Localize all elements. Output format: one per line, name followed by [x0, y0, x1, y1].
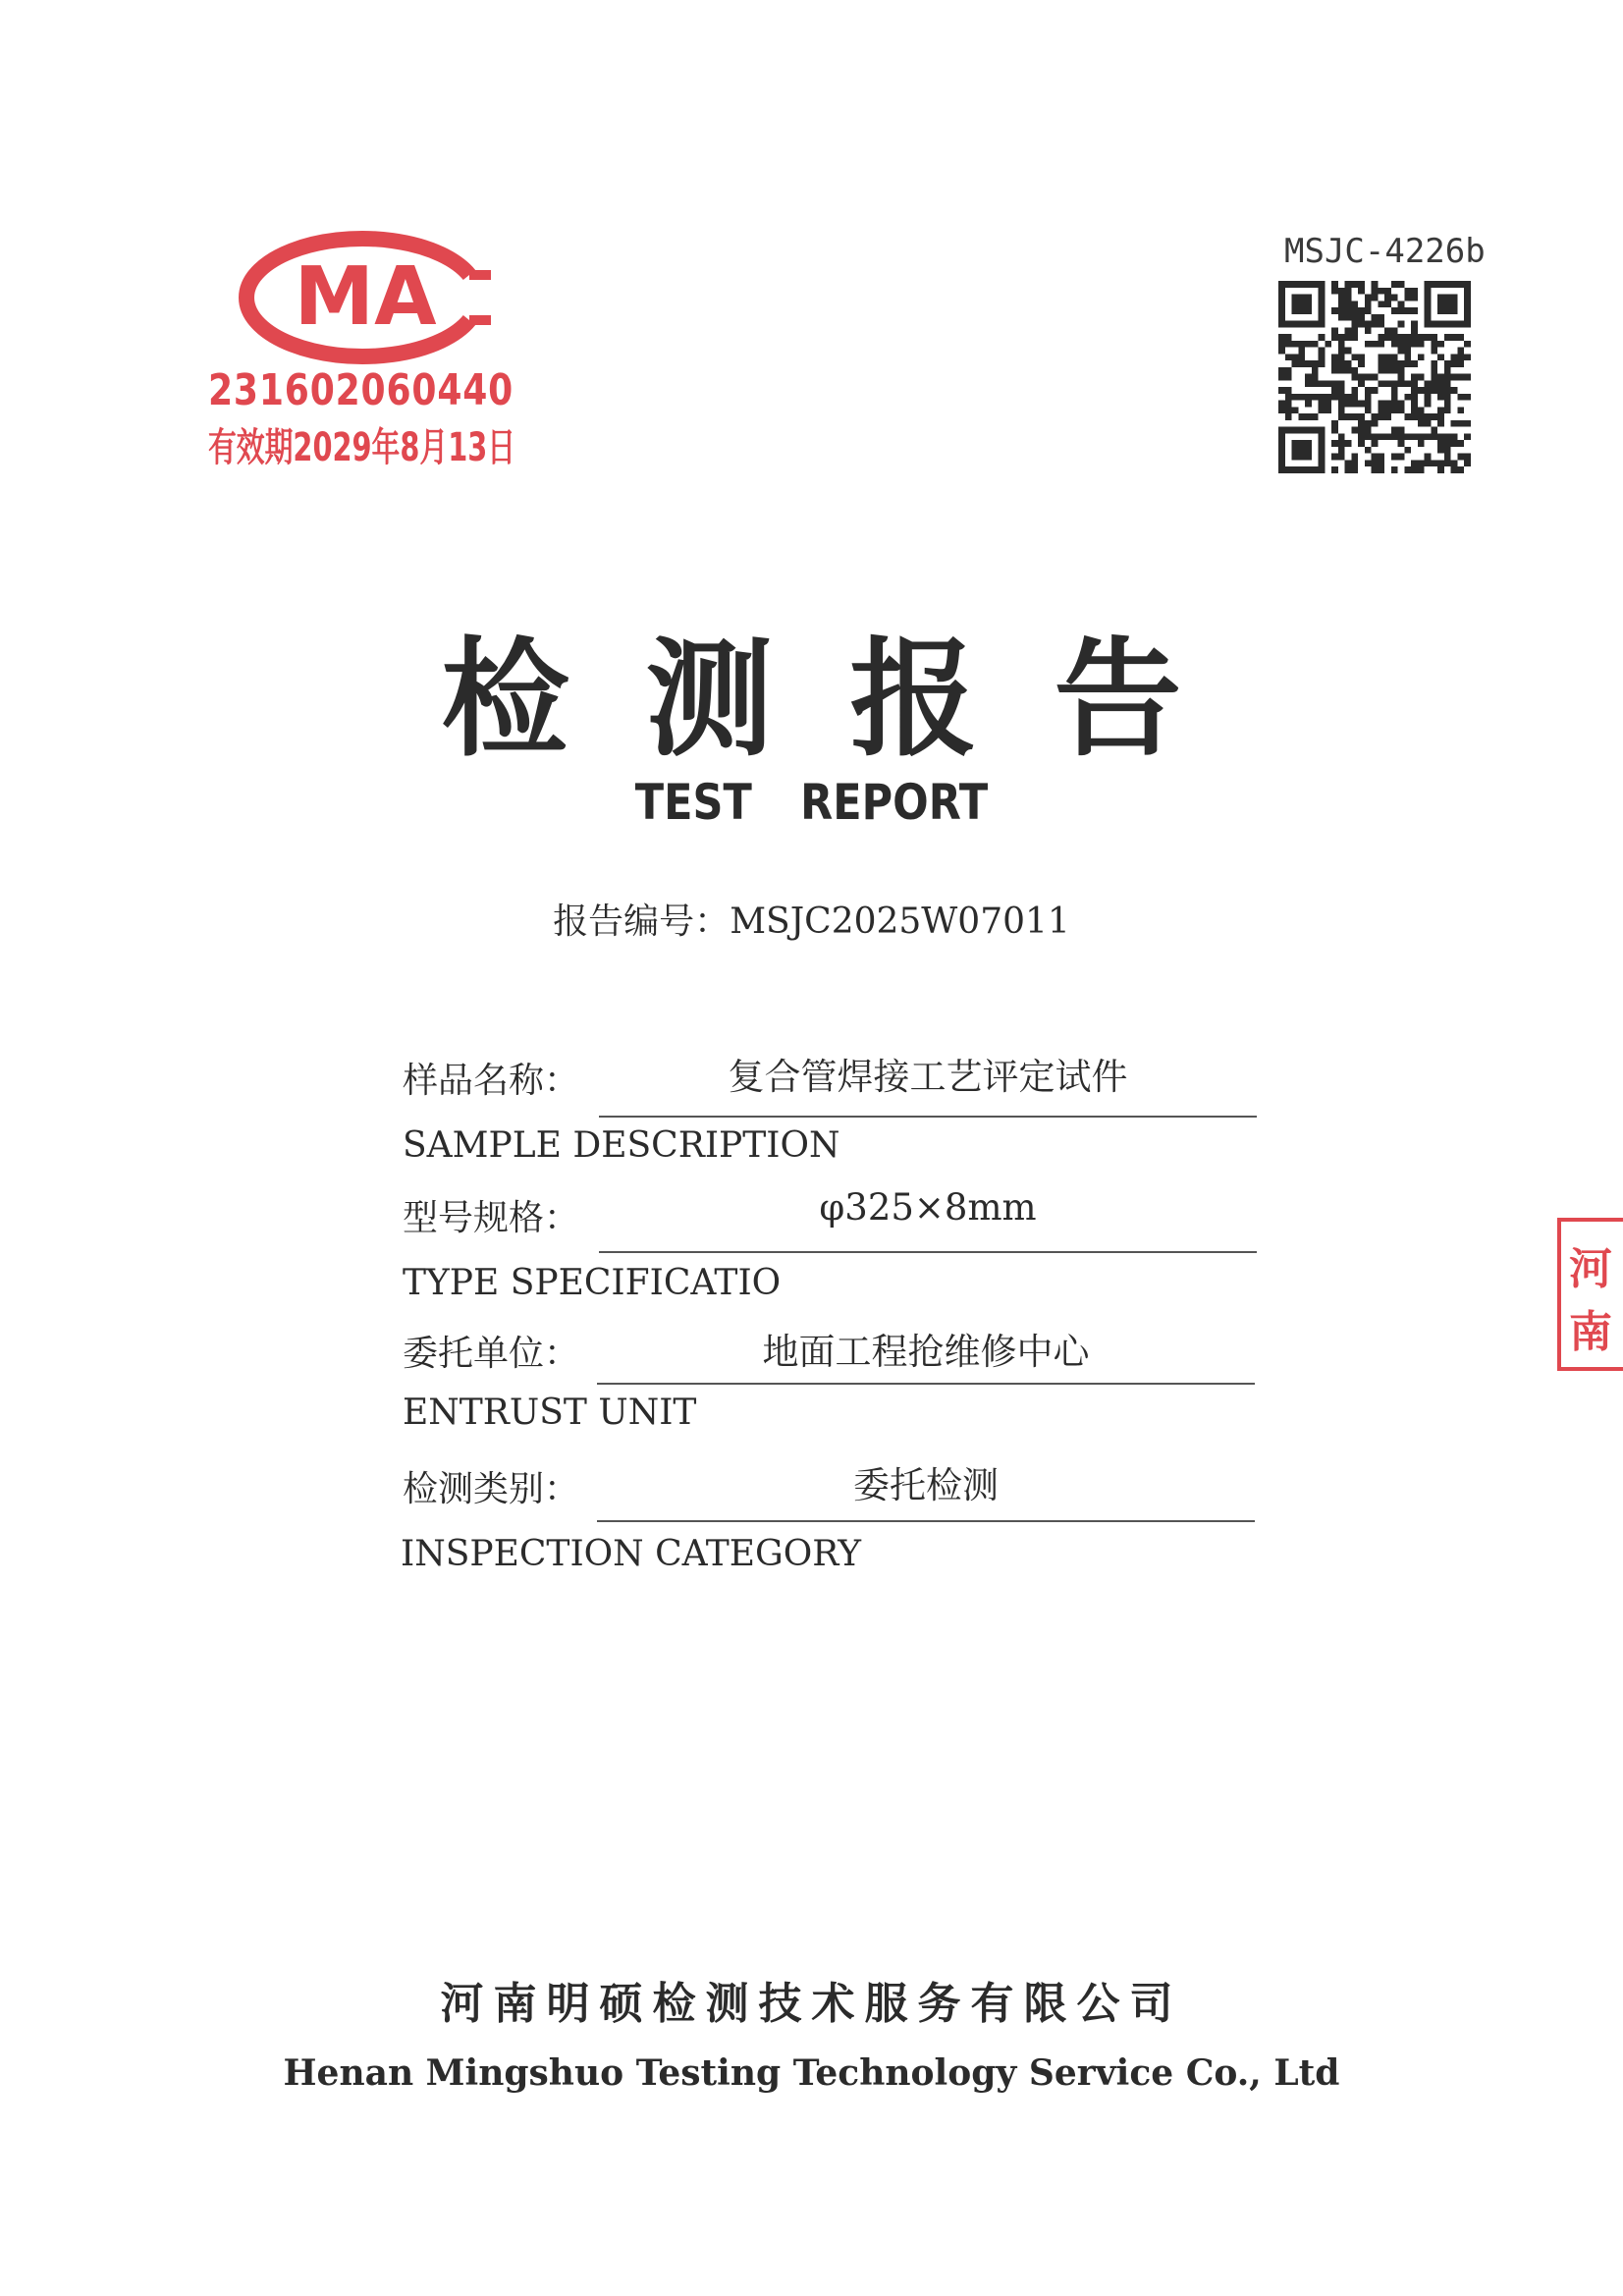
sample-name-value: 复合管焊接工艺评定试件 [728, 1056, 1128, 1098]
cma-validity: 有效期2029年8月13日 [208, 425, 516, 470]
entrust-unit-en-label: ENTRUST UNIT [403, 1393, 697, 1433]
type-spec-label: 型号规格： [403, 1198, 580, 1238]
inspection-category-label: 检测类别： [403, 1469, 580, 1509]
qr-code-icon [1276, 281, 1473, 473]
report-number-label: 报告编号： [553, 902, 730, 942]
underline [599, 1251, 1257, 1253]
underline [597, 1383, 1255, 1385]
type-spec-value: φ325×8mm [819, 1186, 1037, 1229]
cma-number: 231602060440 [208, 365, 514, 415]
underline [599, 1116, 1257, 1118]
entrust-unit-value: 地面工程抢维修中心 [762, 1331, 1090, 1373]
report-title: 检测报告 [441, 625, 1259, 774]
sample-name-label: 样品名称： [403, 1061, 580, 1101]
cma-mark: MA [294, 250, 437, 344]
report-title-en: TEST REPORT [634, 774, 989, 831]
report-number-line [0, 894, 1623, 944]
underline [597, 1520, 1255, 1522]
document-code: MSJC-4226b [1284, 232, 1486, 271]
inspection-category-en-label: INSPECTION CATEGORY [401, 1534, 862, 1574]
side-seal-text: 河南 [1569, 1244, 1612, 1357]
company-name: 河南明硕检测技术服务有限公司 [440, 1979, 1183, 2029]
cma-logo [236, 224, 501, 371]
sample-description-label: SAMPLE DESCRIPTION [403, 1125, 840, 1166]
inspection-category-value: 委托检测 [853, 1464, 999, 1506]
entrust-unit-label: 委托单位： [403, 1334, 580, 1374]
report-number: MSJC2025W07011 [730, 902, 1070, 942]
type-specification-label: TYPE SPECIFICATIO [403, 1263, 782, 1303]
company-name-en: Henan Mingshuo Testing Technology Service Co., Ltd [283, 2052, 1340, 2094]
